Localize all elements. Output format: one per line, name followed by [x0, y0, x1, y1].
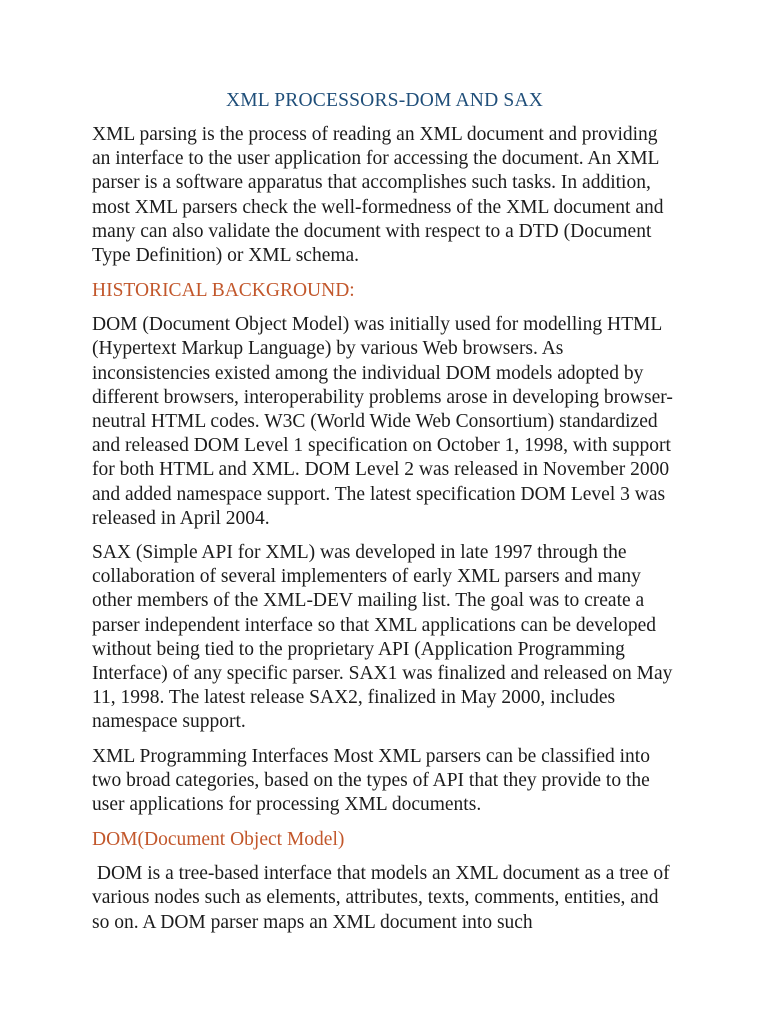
- programming-interfaces-paragraph: XML Programming Interfaces Most XML parsers can be classified into two broad categories, based on the types of API that they provide to the user applications for processing XML documents.: [92, 745, 655, 816]
- dom-history-paragraph: DOM (Document Object Model) was initially used for modelling HTML (Hypertext Markup Language) by various Web browsers. As inconsistencies existed among the individual DOM models adopted by different browsers, interoperability problems arose in developing browser-neutral HTML codes. W3C (World Wide Web Consortium) standardized and released DOM Level 1 specification on October 1, 1998, with support for both HTML and XML. DOM Level 2 was released in November 2000 and added namespace support. The latest specification DOM Level 3 was released in April 2004.: [92, 314, 676, 529]
- document-content: [92, 88, 677, 945]
- historical-background-heading: HISTORICAL BACKGROUND:: [92, 280, 355, 302]
- sax-history-paragraph: SAX (Simple API for XML) was developed in late 1997 through the collaboration of several implementers of early XML parsers and many other members of the XML-DEV mailing list. The goal was to create a parser independent interface so that XML applications can be developed without being tied to the proprietary API (Application Programming Interface) of any specific parser. SAX1 was finalized and released on May 11, 1998. The latest release SAX2, finalized in May 2000, includes namespace support.: [92, 542, 678, 733]
- dom-section-heading: DOM(Document Object Model): [92, 829, 345, 851]
- document-title: XML PROCESSORS-DOM AND SAX: [225, 90, 544, 111]
- dom-description-paragraph: DOM is a tree-based interface that models an XML document as a tree of various nodes such as elements, attributes, texts, comments, entities, and so on. A DOM parser maps an XML document into such: [92, 863, 675, 933]
- intro-paragraph: XML parsing is the process of reading an XML document and providing an interface to the user application for accessing the document. An XML parser is a software apparatus that accomplishes such tasks. In addition, most XML parsers check the well-formedness of the XML document and many can also validate the document with respect to a DTD (Document Type Definition) or XML schema.: [92, 124, 669, 267]
